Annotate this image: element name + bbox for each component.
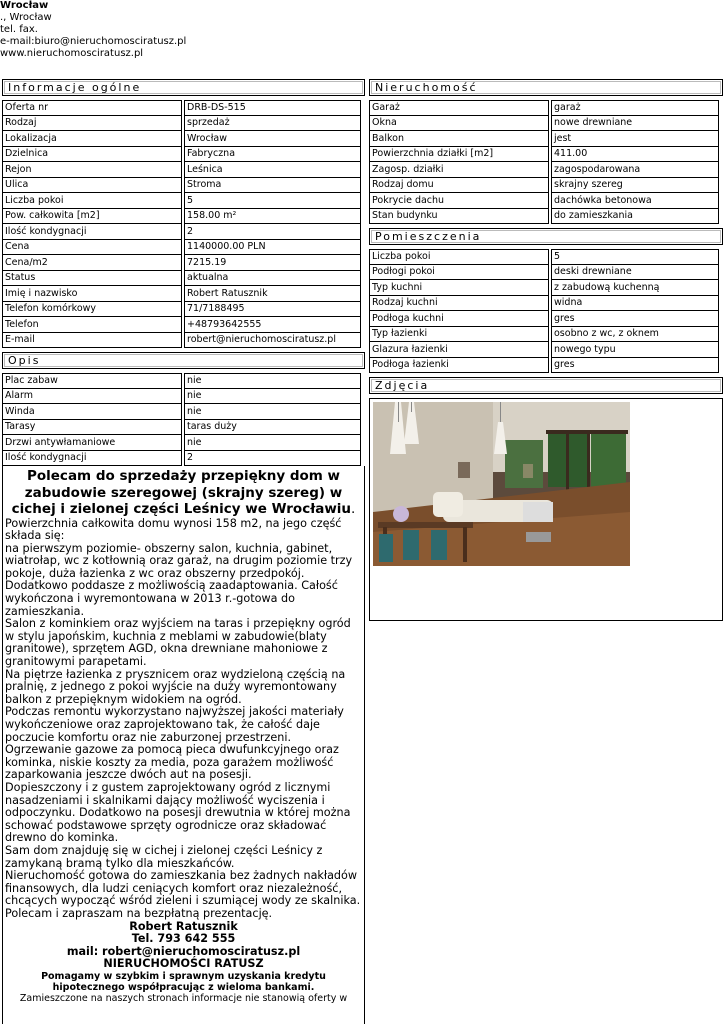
general-row xyxy=(2,255,361,271)
general-row xyxy=(2,100,361,116)
property-row xyxy=(369,116,719,132)
description-headline: Polecam do sprzedaży przepiękny dom w zabudowie szeregowej (skrajny szereg) w cichej i zielonej części Leśnicy we Wrocławiu. xyxy=(11,468,356,517)
feature-label: Ilość kondygnacji xyxy=(2,451,182,467)
general-value: 2 xyxy=(184,224,361,240)
feature-label: Plac zabaw xyxy=(2,373,182,389)
general-label: Status xyxy=(2,271,182,287)
feature-row xyxy=(2,435,361,451)
room-value: nowego typu xyxy=(551,342,719,358)
signature-name: Robert Ratusznik xyxy=(129,919,238,933)
general-row xyxy=(2,131,361,147)
general-value: Wrocław xyxy=(184,131,361,147)
general-info-table xyxy=(0,100,363,348)
property-value: zagospodarowana xyxy=(551,162,719,178)
description-paragraph: Nieruchomość gotowa do zamieszkania bez żadnych nakładów finansowych, dla ludzi ceniących komfort oraz niezależność, chcących wypocząć wśród zieleni i szumiącej wody ze skalnika. xyxy=(5,869,361,908)
room-row xyxy=(369,296,719,312)
room-row xyxy=(369,358,719,374)
general-label: Pow. całkowita [m2] xyxy=(2,209,182,225)
property-value: garaż xyxy=(551,100,719,116)
property-label: Okna xyxy=(369,116,549,132)
description-paragraph: Ogrzewanie gazowe za pomocą pieca dwufunkcyjnego oraz kominka, niskie koszty za media, poza garażem możliwość zaparkowania jeszcze dwóch aut na posesji. xyxy=(5,743,339,782)
feature-value: taras duży xyxy=(184,420,361,436)
room-row xyxy=(369,342,719,358)
room-label: Podłoga łazienki xyxy=(369,358,549,374)
rooms-table xyxy=(367,249,721,373)
general-value: +48793642555 xyxy=(184,317,361,333)
general-row xyxy=(2,162,361,178)
signature-help: Pomagamy w szybkim i sprawnym uzyskania kredytu hipotecznego współpracując z wieloma bankami. xyxy=(41,970,326,993)
general-label: Liczba pokoi xyxy=(2,193,182,209)
general-row xyxy=(2,302,361,318)
property-label: Stan budynku xyxy=(369,209,549,225)
property-value: 411.00 xyxy=(551,147,719,163)
general-row xyxy=(2,240,361,256)
living-room-photo-image xyxy=(373,402,630,566)
property-value: skrajny szereg xyxy=(551,178,719,194)
property-value: dachówka betonowa xyxy=(551,193,719,209)
general-value: 71/7188495 xyxy=(184,302,361,318)
room-row xyxy=(369,280,719,296)
general-value: 1140000.00 PLN xyxy=(184,240,361,256)
property-row xyxy=(369,162,719,178)
general-value: 5 xyxy=(184,193,361,209)
photos-section-title: Zdjęcia xyxy=(369,377,723,394)
general-label: Ilość kondygnacji xyxy=(2,224,182,240)
description-paragraph: Podczas remontu wykorzystano najwyższej jakości materiały wykończeniowe oraz zaprojektowano tak, że całość daje poczucie komfortu oraz nie zaburzonej przestrzeni. xyxy=(5,705,344,744)
room-row xyxy=(369,265,719,281)
feature-value: 2 xyxy=(184,451,361,467)
general-label: Oferta nr xyxy=(2,100,182,116)
general-label: Telefon komórkowy xyxy=(2,302,182,318)
room-value: gres xyxy=(551,311,719,327)
property-photo[interactable] xyxy=(373,402,630,566)
general-row xyxy=(2,317,361,333)
description-paragraphs xyxy=(5,518,362,921)
property-label: Powierzchnia działki [m2] xyxy=(369,147,549,163)
general-value: Leśnica xyxy=(184,162,361,178)
description-paragraph: Powierzchnia całkowita domu wynosi 158 m2, na jego część składa się: xyxy=(5,516,342,543)
room-label: Rodzaj kuchni xyxy=(369,296,549,312)
room-value: gres xyxy=(551,358,719,374)
general-row xyxy=(2,147,361,163)
general-row xyxy=(2,224,361,240)
property-label: Zagosp. działki xyxy=(369,162,549,178)
feature-row xyxy=(2,451,361,467)
general-value: robert@nieruchomosciratusz.pl xyxy=(184,333,361,349)
general-label: Dzielnica xyxy=(2,147,182,163)
rooms-section-title: Pomieszczenia xyxy=(369,228,723,245)
general-label: Rodzaj xyxy=(2,116,182,132)
room-label: Glazura łazienki xyxy=(369,342,549,358)
property-value: nowe drewniane xyxy=(551,116,719,132)
feature-row xyxy=(2,389,361,405)
general-row xyxy=(2,209,361,225)
feature-value: nie xyxy=(184,389,361,405)
feature-label: Tarasy xyxy=(2,420,182,436)
general-row xyxy=(2,116,361,132)
left-column xyxy=(2,79,365,1024)
right-column xyxy=(369,79,723,621)
general-row xyxy=(2,193,361,209)
general-row xyxy=(2,286,361,302)
property-label: Garaż xyxy=(369,100,549,116)
property-label: Rodzaj domu xyxy=(369,178,549,194)
general-value: Fabryczna xyxy=(184,147,361,163)
general-row xyxy=(2,178,361,194)
general-label: E-mail xyxy=(2,333,182,349)
room-row xyxy=(369,311,719,327)
agency-header xyxy=(0,0,400,60)
disclaimer: Zamieszczone na naszych stronach informacje nie stanowią oferty w xyxy=(19,992,348,1004)
property-row xyxy=(369,209,719,225)
signature-mail: mail: robert@nieruchomosciratusz.pl xyxy=(66,944,301,958)
description-section-title: Opis xyxy=(2,352,365,369)
photos-box xyxy=(369,398,723,621)
agency-name: Wrocław xyxy=(0,0,49,11)
room-label: Podłoga kuchni xyxy=(369,311,549,327)
description-paragraph: Na piętrze łazienka z prysznicem oraz wydzieloną częścią na pralnię, z jednego z pokoi wyjście na duży wyremontowany balkon z przepięknym widokiem na ogród. xyxy=(5,667,346,706)
general-label: Lokalizacja xyxy=(2,131,182,147)
agency-phones: tel. fax. xyxy=(0,24,38,35)
signature-company: NIERUCHOMOŚCI RATUSZ xyxy=(103,957,264,971)
general-label: Telefon xyxy=(2,317,182,333)
general-section-title: Informacje ogólne xyxy=(2,79,365,96)
description-paragraph: Sam dom znajduję się w cichej i zielonej części Leśnicy z zamykaną bramą tylko dla mieszkańców. xyxy=(5,843,323,870)
feature-value: nie xyxy=(184,435,361,451)
feature-value: nie xyxy=(184,404,361,420)
feature-row xyxy=(2,420,361,436)
room-value: 5 xyxy=(551,249,719,265)
agency-address: ., Wrocław xyxy=(0,12,52,23)
general-label: Cena/m2 xyxy=(2,255,182,271)
general-row xyxy=(2,271,361,287)
room-row xyxy=(369,327,719,343)
features-table xyxy=(0,373,363,466)
property-label: Balkon xyxy=(369,131,549,147)
room-value: osobno z wc, z oknem xyxy=(551,327,719,343)
general-value: aktualna xyxy=(184,271,361,287)
feature-label: Winda xyxy=(2,404,182,420)
general-value: 158.00 m² xyxy=(184,209,361,225)
general-value: DRB-DS-515 xyxy=(184,100,361,116)
property-row xyxy=(369,147,719,163)
general-value: Stroma xyxy=(184,178,361,194)
room-label: Typ kuchni xyxy=(369,280,549,296)
property-row xyxy=(369,100,719,116)
property-value: jest xyxy=(551,131,719,147)
property-value: do zamieszkania xyxy=(551,209,719,225)
general-label: Imię i nazwisko xyxy=(2,286,182,302)
description-paragraph: Dopieszczony i z gustem zaprojektowany ogród z licznymi nasadzeniami i skalnikami dający możliwość wyciszenia i odpoczynku. Dodatkowo na posesji drewutnia w której można schować podstawowe sprzęty ogrodnicze oraz składować drewno do kominka. xyxy=(5,780,351,845)
description-paragraph: Dodatkowo poddasze z możliwością zaadaptowania. Całość wykończona i wyremontowana w 2013 r.-gotowa do zamieszkania. xyxy=(5,579,338,618)
signature-tel: Tel. 793 642 555 xyxy=(131,932,236,946)
feature-label: Alarm xyxy=(2,389,182,405)
description-text xyxy=(2,466,365,1024)
room-label: Podłogi pokoi xyxy=(369,265,549,281)
general-label: Ulica xyxy=(2,178,182,194)
property-row xyxy=(369,178,719,194)
description-paragraph: Salon z kominkiem oraz wyjściem na taras i przepiękny ogród w stylu japońskim, kuchnia z meblami w zabudowie(blaty granitowe), sprzętem AGD, okna drewniane mahoniowe z granitowymi parapetami. xyxy=(5,617,351,669)
general-value: Robert Ratusznik xyxy=(184,286,361,302)
feature-row xyxy=(2,404,361,420)
property-row xyxy=(369,131,719,147)
general-label: Rejon xyxy=(2,162,182,178)
description-paragraph: Polecam i zapraszam na bezpłatną prezentację. xyxy=(5,906,273,920)
general-value: 7215.19 xyxy=(184,255,361,271)
feature-label: Drzwi antywłamaniowe xyxy=(2,435,182,451)
room-value: deski drewniane xyxy=(551,265,719,281)
property-section-title: Nieruchomość xyxy=(369,79,723,96)
description-paragraph: na pierwszym poziomie- obszerny salon, kuchnia, gabinet, wiatrołap, wc z kotłownią oraz garaż, na drugim poziomie trzy pokoje, duża łazienka z wc oraz obszerny przedpokój. xyxy=(5,541,353,580)
property-table xyxy=(367,100,721,224)
agency-email: e-mail:biuro@nieruchomosciratusz.pl xyxy=(0,36,187,47)
feature-row xyxy=(2,373,361,389)
feature-value: nie xyxy=(184,373,361,389)
agency-www: www.nieruchomosciratusz.pl xyxy=(0,48,144,59)
room-row xyxy=(369,249,719,265)
general-value: sprzedaż xyxy=(184,116,361,132)
room-value: widna xyxy=(551,296,719,312)
general-row xyxy=(2,333,361,349)
property-row xyxy=(369,193,719,209)
room-label: Liczba pokoi xyxy=(369,249,549,265)
room-label: Typ łazienki xyxy=(369,327,549,343)
general-label: Cena xyxy=(2,240,182,256)
room-value: z zabudową kuchenną xyxy=(551,280,719,296)
property-label: Pokrycie dachu xyxy=(369,193,549,209)
